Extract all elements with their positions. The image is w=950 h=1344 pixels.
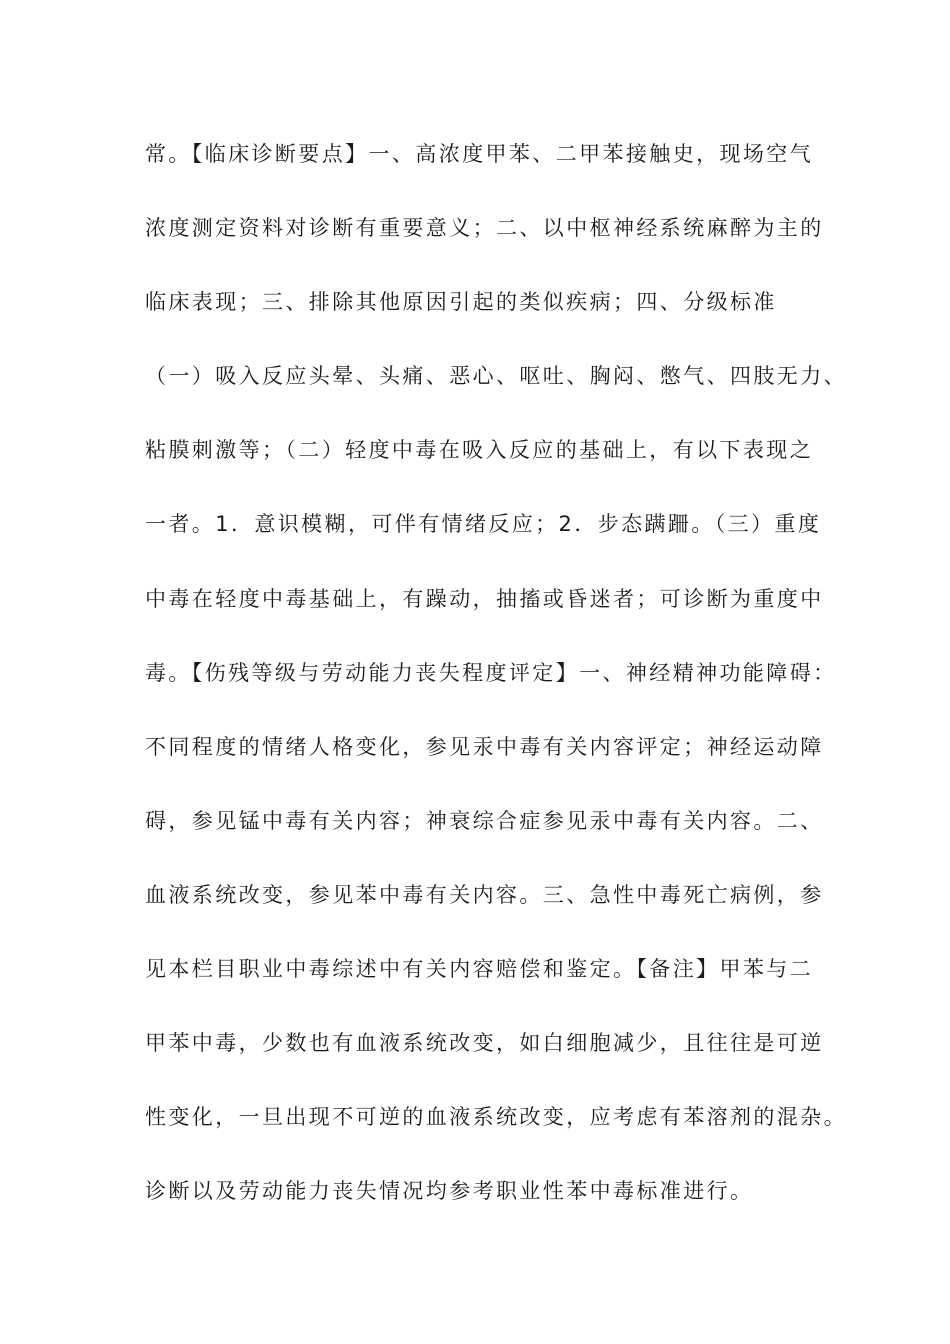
- body-text: [145, 134, 847, 1245]
- text-line-4: （一）吸入反应头晕、头痛、恶心、呕吐、胸闷、憋气、四肢无力、: [145, 364, 847, 389]
- text-line-15: 诊断以及劳动能力丧失情况均参考职业性苯中毒标准进行。: [145, 1179, 754, 1204]
- text-line-13: 甲苯中毒，少数也有血液系统改变，如白细胞减少，且往往是可逆: [145, 1031, 824, 1056]
- text-line-10: 碍，参见锰中毒有关内容；神衰综合症参见汞中毒有关内容。二、: [145, 808, 824, 833]
- text-line-7: 中毒在轻度中毒基础上，有躁动，抽搐或昏迷者；可诊断为重度中: [145, 586, 824, 611]
- text-line-11: 血液系统改变，参见苯中毒有关内容。三、急性中毒死亡病例，参: [145, 882, 824, 907]
- text-line-1: 常。【临床诊断要点】一、高浓度甲苯、二甲苯接触史，现场空气: [145, 142, 814, 166]
- text-line-2: 浓度测定资料对诊断有重要意义；二、以中枢神经系统麻醉为主的: [145, 216, 824, 241]
- text-line-6: 一者。1．意识模糊，可伴有情绪反应；2．步态蹒跚。（三）重度: [145, 512, 822, 537]
- text-line-5: 粘膜刺激等；（二）轻度中毒在吸入反应的基础上，有以下表现之: [145, 438, 814, 463]
- text-line-12: 见本栏目职业中毒综述中有关内容赔偿和鉴定。【备注】甲苯与二: [145, 957, 814, 982]
- text-line-14: 性变化，一旦出现不可逆的血液系统改变，应考虑有苯溶剂的混杂。: [145, 1105, 847, 1130]
- text-line-3: 临床表现；三、排除其他原因引起的类似疾病；四、分级标准: [145, 290, 777, 315]
- text-line-9: 不同程度的情绪人格变化，参见汞中毒有关内容评定；神经运动障: [145, 734, 824, 759]
- text-line-8: 毒。【伤残等级与劳动能力丧失程度评定】一、神经精神功能障碍：: [145, 660, 837, 685]
